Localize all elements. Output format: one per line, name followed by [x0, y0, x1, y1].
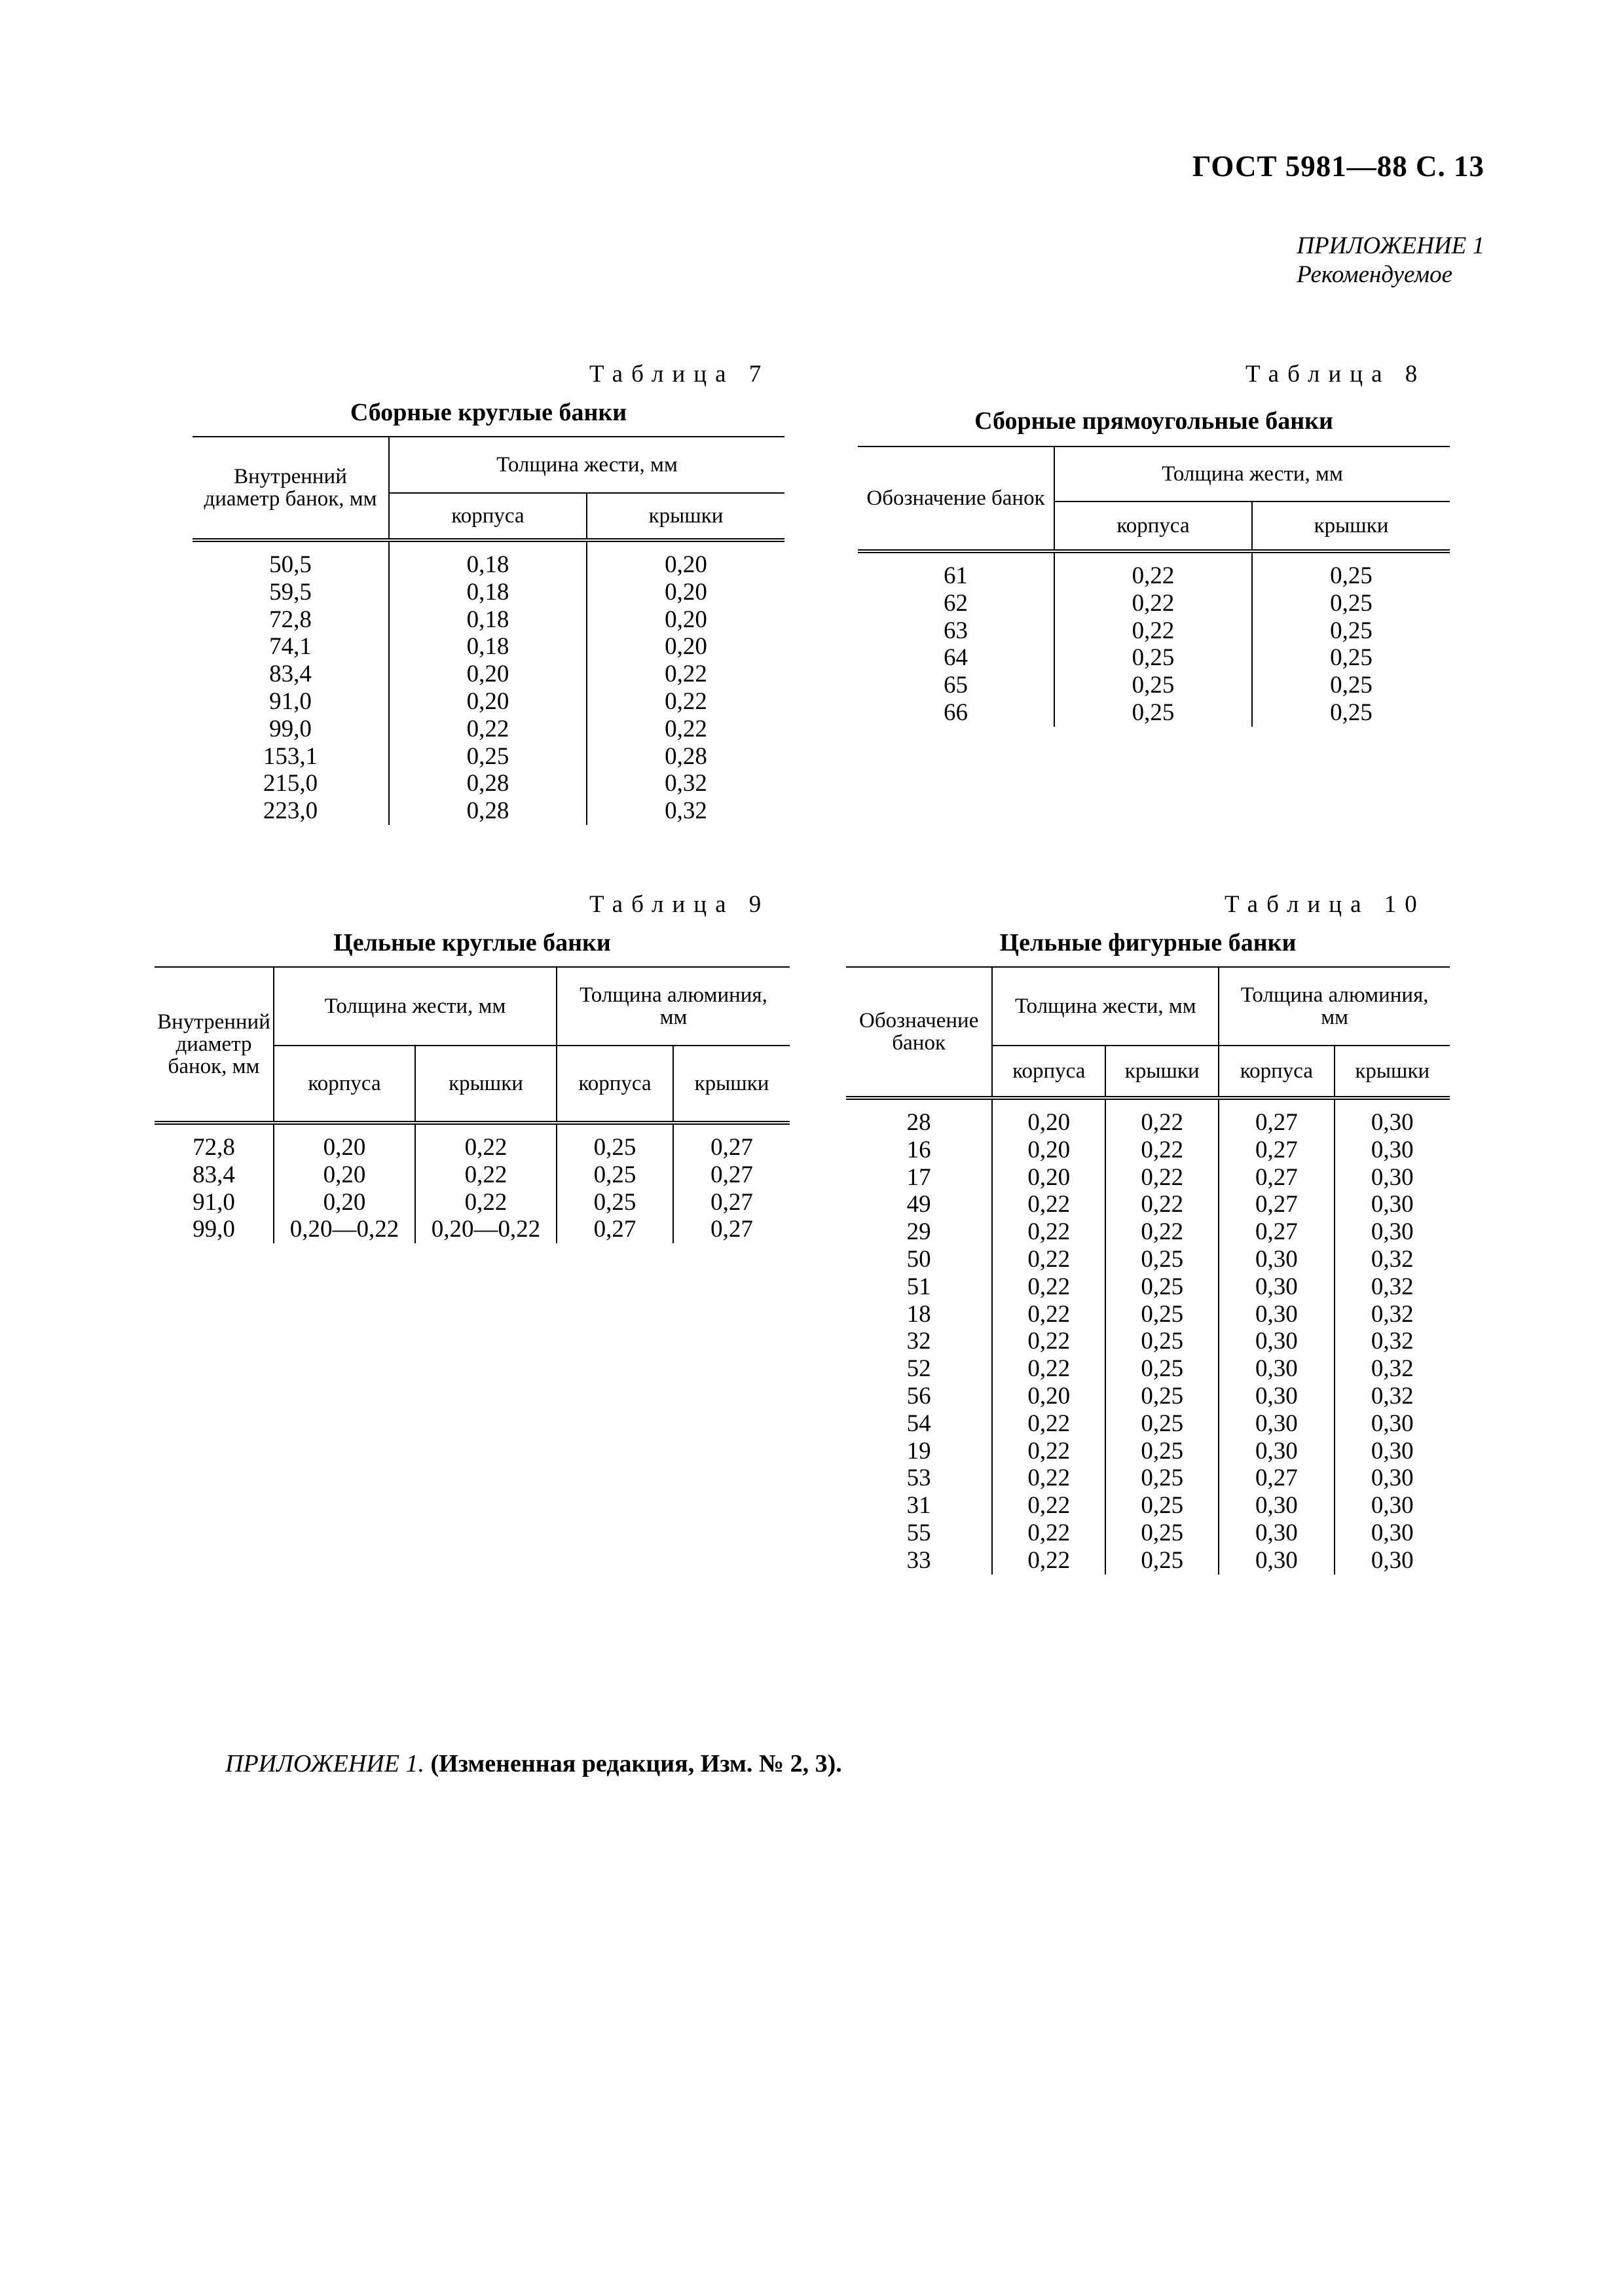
value-cell: 0,22 — [1105, 1191, 1219, 1218]
value-cell: 0,25 — [1054, 699, 1252, 727]
value-cell: 0,25 — [1252, 590, 1450, 617]
value-cell: 0,27 — [1219, 1191, 1334, 1218]
table-row — [846, 1191, 1450, 1218]
value-cell: 0,27 — [673, 1161, 790, 1189]
value-cell: 0,30 — [1219, 1438, 1334, 1465]
table-row — [193, 633, 784, 661]
row-key-cell: 99,0 — [269, 715, 312, 742]
table10-col-group-tin: Толщина жести, мм — [992, 967, 1219, 1046]
table-row — [846, 1547, 1450, 1575]
value-cell: 0,18 — [389, 606, 587, 634]
value-cell: 0,22 — [587, 688, 784, 716]
table-row — [846, 1137, 1450, 1164]
value-cell: 0,20 — [587, 606, 784, 634]
table-row — [155, 1216, 790, 1243]
row-key-cell: 91,0 — [269, 687, 312, 715]
value-cell: 0,25 — [1252, 672, 1450, 699]
value-cell: 0,32 — [1335, 1273, 1450, 1301]
value-cell: 0,20 — [389, 688, 587, 716]
value-cell: 0,18 — [389, 633, 587, 661]
value-cell: 0,32 — [587, 797, 784, 825]
value-cell: 0,28 — [389, 797, 587, 825]
row-key-cell: 65 — [944, 672, 968, 699]
value-cell: 0,25 — [1105, 1438, 1219, 1465]
table10-col-group-aluminium: Толщина алюминия, мм — [1219, 967, 1450, 1046]
table-row — [846, 1355, 1450, 1383]
value-cell: 0,22 — [587, 716, 784, 743]
table-row — [193, 606, 784, 634]
table7-col-diameter: Внутренний диаметр банок, мм — [193, 437, 389, 540]
value-cell: 0,22 — [1054, 590, 1252, 617]
value-cell: 0,27 — [673, 1216, 790, 1243]
value-cell: 0,20 — [274, 1189, 415, 1216]
value-cell: 0,30 — [1219, 1547, 1334, 1575]
table9-col-tin-body: корпуса — [274, 1046, 415, 1123]
value-cell: 0,25 — [557, 1189, 673, 1216]
value-cell: 0,20 — [587, 633, 784, 661]
value-cell: 0,22 — [1105, 1164, 1219, 1192]
table-row — [846, 1301, 1450, 1328]
value-cell: 0,25 — [1252, 699, 1450, 727]
table7-col-lid: крышки — [587, 493, 784, 540]
value-cell: 0,27 — [1219, 1137, 1334, 1164]
table9-label: Таблица 9 — [589, 891, 770, 918]
value-cell: 0,30 — [1219, 1273, 1334, 1301]
value-cell: 0,32 — [1335, 1355, 1450, 1383]
row-key-cell: 62 — [944, 589, 968, 617]
table10 — [846, 966, 1450, 1575]
table8-col-designation: Обозначение банок — [858, 446, 1054, 551]
table-row — [846, 1246, 1450, 1273]
table8 — [858, 446, 1450, 727]
value-cell: 0,22 — [992, 1492, 1105, 1520]
row-key-cell: 59,5 — [269, 578, 312, 606]
value-cell: 0,20 — [992, 1383, 1105, 1410]
value-cell: 0,22 — [1054, 551, 1252, 590]
value-cell: 0,25 — [1105, 1547, 1219, 1575]
value-cell: 0,22 — [1054, 617, 1252, 645]
value-cell: 0,25 — [1105, 1492, 1219, 1520]
value-cell: 0,22 — [1105, 1098, 1219, 1137]
table7-col-body: корпуса — [389, 493, 587, 540]
row-key-cell: 49 — [906, 1191, 931, 1218]
value-cell: 0,20 — [992, 1098, 1105, 1137]
value-cell: 0,22 — [415, 1189, 557, 1216]
value-cell: 0,20—0,22 — [415, 1216, 557, 1243]
table10-col-al-lid: крышки — [1335, 1046, 1450, 1098]
value-cell: 0,27 — [673, 1123, 790, 1161]
value-cell: 0,22 — [992, 1520, 1105, 1547]
value-cell: 0,30 — [1219, 1355, 1334, 1383]
row-key-cell: 31 — [906, 1492, 931, 1520]
value-cell: 0,22 — [587, 661, 784, 688]
table7-col-group: Толщина жести, мм — [389, 437, 784, 493]
value-cell: 0,22 — [992, 1410, 1105, 1438]
table-row — [846, 1098, 1450, 1137]
row-key-cell: 53 — [906, 1465, 931, 1492]
value-cell: 0,25 — [1105, 1273, 1219, 1301]
table-row — [193, 661, 784, 688]
row-key-cell: 215,0 — [263, 770, 318, 797]
row-key-cell: 28 — [906, 1109, 931, 1136]
value-cell: 0,27 — [1219, 1164, 1334, 1192]
row-key-cell: 63 — [944, 617, 968, 644]
value-cell: 0,22 — [992, 1438, 1105, 1465]
table10-col-tin-lid: крышки — [1105, 1046, 1219, 1098]
value-cell: 0,30 — [1335, 1410, 1450, 1438]
value-cell: 0,25 — [1252, 551, 1450, 590]
table-row — [846, 1492, 1450, 1520]
value-cell: 0,28 — [587, 743, 784, 771]
value-cell: 0,30 — [1335, 1520, 1450, 1547]
value-cell: 0,27 — [673, 1189, 790, 1216]
table9-title: Цельные круглые банки — [333, 929, 611, 957]
table9-col-diameter: Внутренний диаметр банок, мм — [155, 967, 274, 1123]
table9-col-al-lid: крышки — [673, 1046, 790, 1123]
row-key-cell: 72,8 — [193, 1134, 235, 1161]
row-key-cell: 33 — [906, 1546, 931, 1574]
value-cell: 0,22 — [415, 1161, 557, 1189]
value-cell: 0,22 — [992, 1355, 1105, 1383]
value-cell: 0,25 — [1105, 1520, 1219, 1547]
table-row — [858, 672, 1450, 699]
value-cell: 0,32 — [1335, 1328, 1450, 1355]
row-key-cell: 56 — [906, 1382, 931, 1410]
row-key-cell: 16 — [906, 1136, 931, 1163]
value-cell: 0,25 — [1105, 1383, 1219, 1410]
table9-col-tin-lid: крышки — [415, 1046, 557, 1123]
value-cell: 0,25 — [1105, 1410, 1219, 1438]
value-cell: 0,25 — [557, 1123, 673, 1161]
row-key-cell: 83,4 — [193, 1161, 235, 1188]
value-cell: 0,22 — [1105, 1218, 1219, 1246]
table8-title: Сборные прямоугольные банки — [974, 407, 1333, 435]
appendix-title: ПРИЛОЖЕНИЕ 1 — [1297, 232, 1484, 259]
table-row — [846, 1164, 1450, 1192]
value-cell: 0,25 — [557, 1161, 673, 1189]
table-row — [155, 1161, 790, 1189]
value-cell: 0,25 — [389, 743, 587, 771]
row-key-cell: 55 — [906, 1519, 931, 1546]
table-row — [155, 1189, 790, 1216]
value-cell: 0,25 — [1105, 1328, 1219, 1355]
value-cell: 0,20 — [587, 540, 784, 579]
table10-col-tin-body: корпуса — [992, 1046, 1105, 1098]
table-row — [846, 1328, 1450, 1355]
table-row — [846, 1383, 1450, 1410]
page-header-code: ГОСТ 5981—88 С. 13 — [1192, 150, 1484, 183]
row-key-cell: 50 — [906, 1245, 931, 1273]
table-row — [846, 1218, 1450, 1246]
row-key-cell: 51 — [906, 1273, 931, 1300]
value-cell: 0,22 — [992, 1191, 1105, 1218]
value-cell: 0,27 — [557, 1216, 673, 1243]
table-row — [846, 1438, 1450, 1465]
table-row — [858, 551, 1450, 590]
appendix-block — [1297, 232, 1484, 289]
value-cell: 0,32 — [1335, 1301, 1450, 1328]
table-row — [846, 1465, 1450, 1492]
value-cell: 0,18 — [389, 540, 587, 579]
value-cell: 0,30 — [1335, 1438, 1450, 1465]
value-cell: 0,22 — [992, 1301, 1105, 1328]
row-key-cell: 29 — [906, 1218, 931, 1246]
value-cell: 0,22 — [992, 1547, 1105, 1575]
value-cell: 0,27 — [1219, 1465, 1334, 1492]
value-cell: 0,30 — [1335, 1164, 1450, 1192]
row-key-cell: 50,5 — [269, 551, 312, 578]
table8-col-group: Толщина жести, мм — [1054, 446, 1450, 501]
value-cell: 0,25 — [1252, 617, 1450, 645]
table-row — [846, 1410, 1450, 1438]
row-key-cell: 64 — [944, 644, 968, 672]
row-key-cell: 32 — [906, 1328, 931, 1355]
value-cell: 0,30 — [1335, 1191, 1450, 1218]
value-cell: 0,20—0,22 — [274, 1216, 415, 1243]
table7-title: Сборные круглые банки — [350, 399, 627, 426]
table-row — [846, 1520, 1450, 1547]
table-row — [193, 716, 784, 743]
row-key-cell: 74,1 — [269, 633, 312, 661]
value-cell: 0,25 — [1054, 672, 1252, 699]
value-cell: 0,30 — [1219, 1492, 1334, 1520]
value-cell: 0,27 — [1219, 1098, 1334, 1137]
table9-col-group-tin: Толщина жести, мм — [274, 967, 557, 1046]
value-cell: 0,25 — [1105, 1355, 1219, 1383]
row-key-cell: 66 — [944, 699, 968, 726]
row-key-cell: 83,4 — [269, 661, 312, 688]
value-cell: 0,30 — [1219, 1410, 1334, 1438]
row-key-cell: 17 — [906, 1163, 931, 1191]
amendment-note — [225, 1749, 842, 1778]
table-row — [193, 797, 784, 825]
appendix-status: Рекомендуемое — [1297, 261, 1453, 288]
row-key-cell: 54 — [906, 1410, 931, 1437]
value-cell: 0,32 — [587, 770, 784, 797]
row-key-cell: 223,0 — [263, 797, 318, 825]
row-key-cell: 18 — [906, 1300, 931, 1328]
value-cell: 0,30 — [1335, 1137, 1450, 1164]
value-cell: 0,27 — [1219, 1218, 1334, 1246]
value-cell: 0,30 — [1219, 1520, 1334, 1547]
value-cell: 0,28 — [389, 770, 587, 797]
value-cell: 0,22 — [389, 716, 587, 743]
value-cell: 0,30 — [1219, 1301, 1334, 1328]
table-row — [193, 579, 784, 606]
value-cell: 0,18 — [389, 579, 587, 606]
value-cell: 0,25 — [1252, 644, 1450, 672]
value-cell: 0,25 — [1105, 1301, 1219, 1328]
value-cell: 0,30 — [1219, 1328, 1334, 1355]
value-cell: 0,30 — [1335, 1098, 1450, 1137]
value-cell: 0,20 — [992, 1137, 1105, 1164]
table10-title: Цельные фигурные банки — [999, 929, 1297, 957]
value-cell: 0,25 — [1054, 644, 1252, 672]
row-key-cell: 61 — [944, 562, 968, 589]
value-cell: 0,30 — [1335, 1492, 1450, 1520]
value-cell: 0,32 — [1335, 1246, 1450, 1273]
table7 — [193, 436, 784, 825]
table-row — [193, 770, 784, 797]
row-key-cell: 99,0 — [193, 1216, 235, 1243]
table8-col-body: корпуса — [1054, 501, 1252, 551]
table9 — [155, 966, 790, 1243]
table8-label: Таблица 8 — [1245, 361, 1426, 388]
row-key-cell: 19 — [906, 1437, 931, 1465]
table-row — [193, 688, 784, 716]
value-cell: 0,30 — [1219, 1383, 1334, 1410]
value-cell: 0,30 — [1335, 1465, 1450, 1492]
value-cell: 0,22 — [415, 1123, 557, 1161]
value-cell: 0,20 — [587, 579, 784, 606]
value-cell: 0,22 — [1105, 1137, 1219, 1164]
table-row — [858, 644, 1450, 672]
value-cell: 0,22 — [992, 1328, 1105, 1355]
value-cell: 0,20 — [274, 1123, 415, 1161]
value-cell: 0,32 — [1335, 1383, 1450, 1410]
table10-col-al-body: корпуса — [1219, 1046, 1334, 1098]
value-cell: 0,22 — [992, 1465, 1105, 1492]
table-row — [155, 1123, 790, 1161]
table-row — [858, 699, 1450, 727]
row-key-cell: 72,8 — [269, 606, 312, 633]
value-cell: 0,25 — [1105, 1246, 1219, 1273]
value-cell: 0,22 — [992, 1273, 1105, 1301]
value-cell: 0,25 — [1105, 1465, 1219, 1492]
table-row — [858, 617, 1450, 645]
value-cell: 0,30 — [1219, 1246, 1334, 1273]
table9-col-al-body: корпуса — [557, 1046, 673, 1123]
value-cell: 0,22 — [992, 1246, 1105, 1273]
table10-col-designation: Обозначение банок — [846, 967, 992, 1098]
amendment-ref: ПРИЛОЖЕНИЕ 1. — [225, 1750, 424, 1777]
row-key-cell: 91,0 — [193, 1188, 235, 1216]
amendment-text: (Измененная редакция, Изм. № 2, 3). — [430, 1750, 842, 1777]
row-key-cell: 52 — [906, 1355, 931, 1383]
table7-label: Таблица 7 — [589, 361, 770, 388]
value-cell: 0,20 — [389, 661, 587, 688]
table-row — [193, 540, 784, 579]
table8-col-lid: крышки — [1252, 501, 1450, 551]
table-row — [858, 590, 1450, 617]
value-cell: 0,22 — [992, 1218, 1105, 1246]
value-cell: 0,20 — [992, 1164, 1105, 1192]
table9-col-group-aluminium: Толщина алюминия, мм — [557, 967, 790, 1046]
table-row — [193, 743, 784, 771]
value-cell: 0,30 — [1335, 1218, 1450, 1246]
value-cell: 0,20 — [274, 1161, 415, 1189]
table10-label: Таблица 10 — [1225, 891, 1426, 918]
value-cell: 0,30 — [1335, 1547, 1450, 1575]
table-row — [846, 1273, 1450, 1301]
row-key-cell: 153,1 — [263, 742, 318, 770]
